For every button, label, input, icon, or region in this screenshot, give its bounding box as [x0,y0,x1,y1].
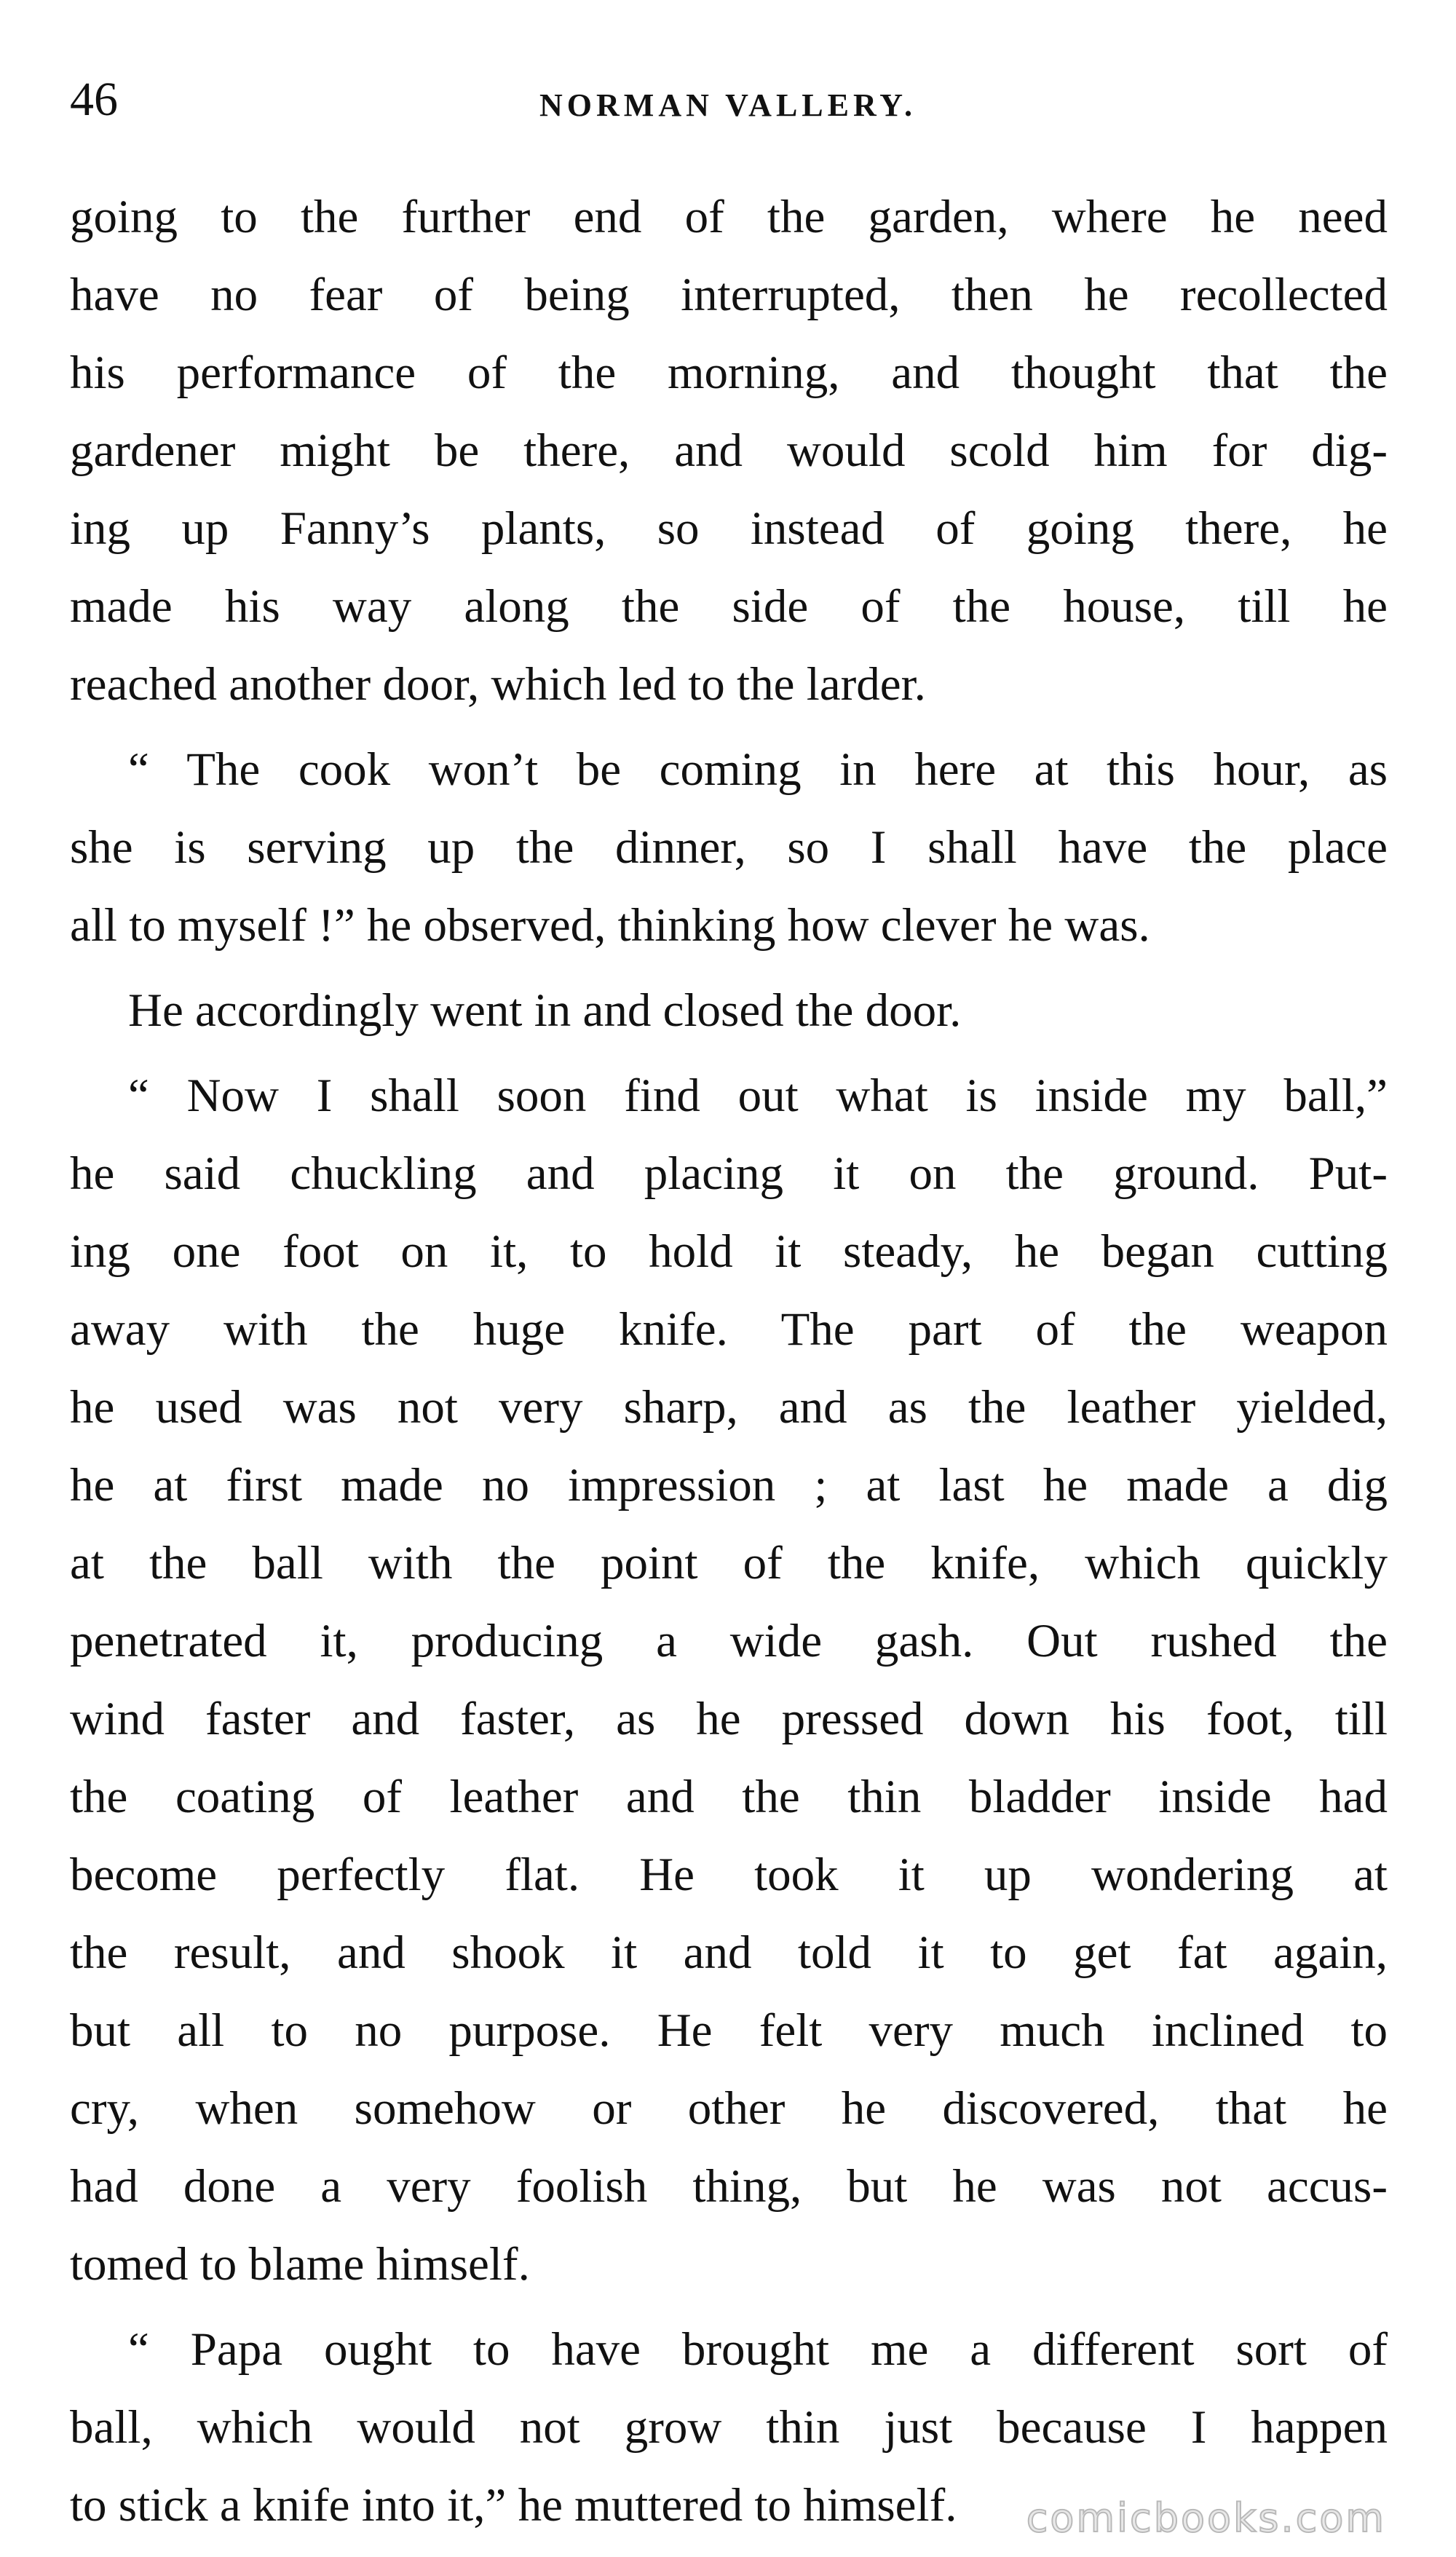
paragraph [70,972,1388,1050]
body-text [70,178,1388,2552]
text-line: but all to no purpose. He felt very much inclined to [70,2004,1388,2057]
text-line: have no fear of being interrupted, then he recollected [70,269,1388,321]
text-line: reached another door, which led to the larder. [70,658,926,711]
page-number: 46 [70,73,118,126]
text-line: he at first made no impression ; at last he made a dig [70,1459,1388,1511]
text-line: gardener might be there, and would scold him for dig- [70,424,1388,477]
paragraph [70,178,1388,724]
text-line: made his way along the side of the house, till he [70,580,1388,633]
text-line: the result, and shook it and told it to get fat again, [70,1926,1388,1979]
text-line: his performance of the morning, and thought that the [70,347,1388,399]
text-line: “ The cook won’t be coming in here at this hour, as [128,743,1388,796]
text-line: had done a very foolish thing, but he was not accus- [70,2160,1388,2213]
running-head [70,67,1386,133]
text-line: ing up Fanny’s plants, so instead of going there, he [70,502,1388,555]
text-line: “ Papa ought to have brought me a different sort of [128,2323,1388,2376]
text-line: he used was not very sharp, and as the leather yielded, [70,1381,1388,1434]
text-line: all to myself !” he observed, thinking how clever he was. [70,899,1150,952]
text-line: He accordingly went in and closed the door. [128,984,962,1037]
text-line: going to the further end of the garden, where he need [70,191,1388,243]
text-line: the coating of leather and the thin bladder inside had [70,1771,1388,1823]
paragraph [70,731,1388,965]
text-line: wind faster and faster, as he pressed down his foot, till [70,1693,1388,1745]
text-line: cry, when somehow or other he discovered, that he [70,2082,1388,2135]
text-line: he said chuckling and placing it on the ground. Put- [70,1147,1388,1200]
text-line: tomed to blame himself. [70,2238,530,2291]
text-line: to stick a knife into it,” he muttered to himself. [70,2479,957,2532]
text-line: at the ball with the point of the knife, which quickly [70,1537,1388,1589]
text-line: ing one foot on it, to hold it steady, he began cutting [70,1225,1388,1278]
text-line: “ Now I shall soon find out what is inside my ball,” [128,1070,1388,1122]
paragraph [70,1057,1388,2304]
text-line: penetrated it, producing a wide gash. Out rushed the [70,1615,1388,1667]
watermark: comicbooks.com [1026,2495,1386,2541]
text-line: become perfectly flat. He took it up wondering at [70,1849,1388,1901]
text-line: ball, which would not grow thin just because I happen [70,2401,1388,2454]
running-title: NORMAN VALLERY. [539,87,917,123]
text-line: she is serving up the dinner, so I shall have the place [70,821,1388,874]
text-line: away with the huge knife. The part of the weapon [70,1303,1388,1356]
